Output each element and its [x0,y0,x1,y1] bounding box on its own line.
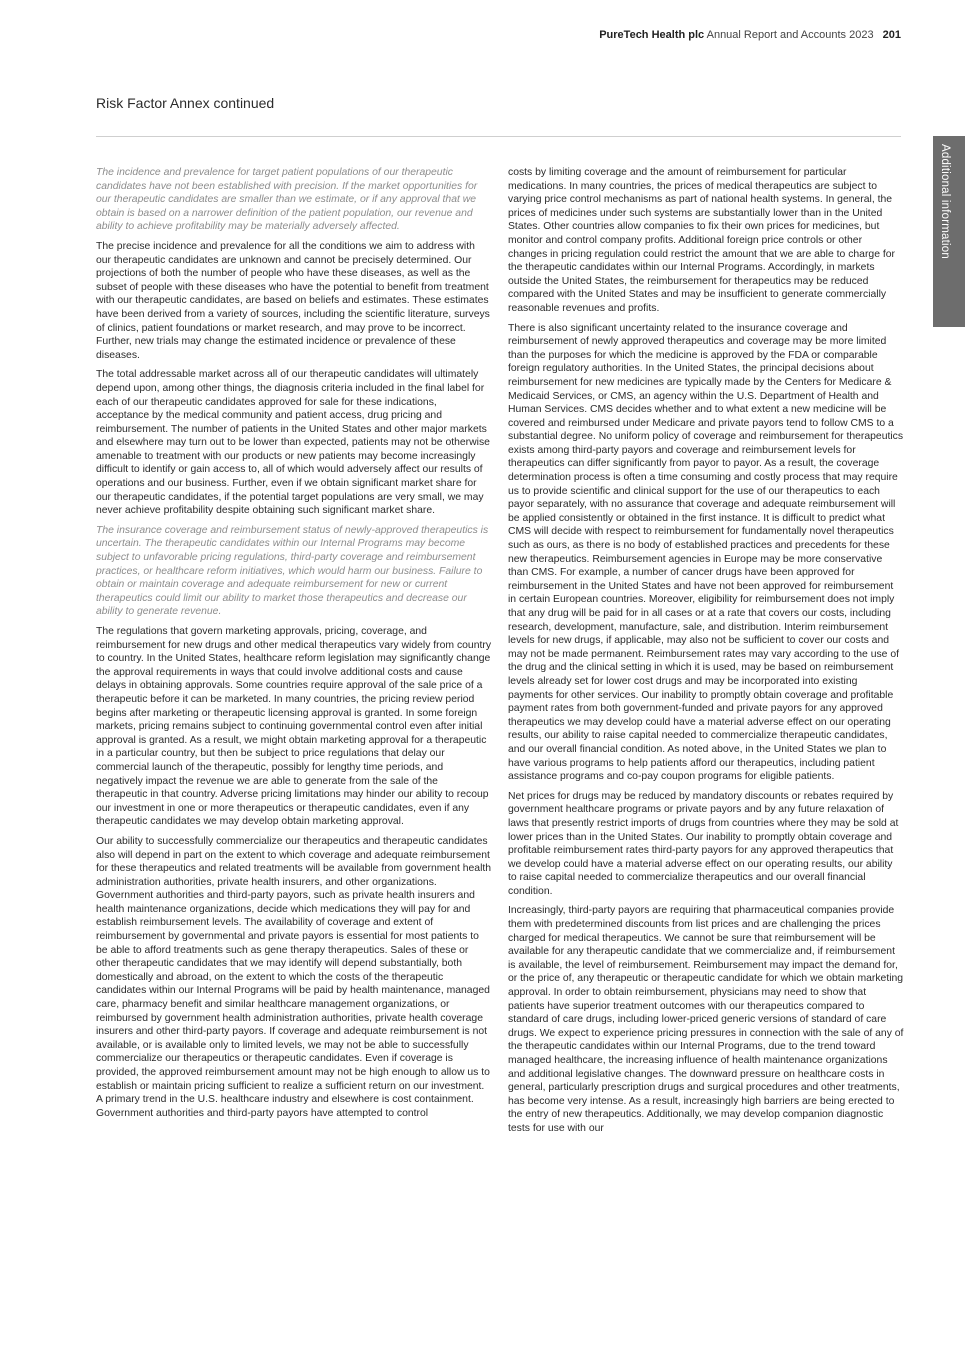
right-text-column [508,166,904,1142]
side-section-tab[interactable] [933,136,965,327]
body-paragraph: costs by limiting coverage and the amount of reimbursement for particular medications. In many countries, the prices of medical therapeutics are subject to varying price control mechanisms as part of national health systems. In general, the prices of medicines under such systems are substantially lower than in the United States. Other countries allow companies to fix their own prices for medicines, but monitor and control company profits. Additional foreign price controls or other changes in pricing regulation could restrict the amount that we are able to charge for the therapeutic candidates within our Internal Programs. Accordingly, in markets outside the United States, the reimbursement for therapeutics may be reduced compared with the United States and may be insufficient to generate commercially reasonable revenues and profits. [508,167,895,314]
side-tab-label: Additional information [939,144,951,259]
body-paragraph: Net prices for drugs may be reduced by mandatory discounts or rebates required by government healthcare programs or private payors and by any future relaxation of laws that presently restrict imports of drugs from countries where they may be sold at lower prices than in the United States. Our inability to promptly obtain coverage and profitable reimbursement rates third-party payors for any approved therapeutics that we develop could have a material adverse effect on our operating results, our ability to raise capital needed to commercialize therapeutics and our overall financial condition. [508,790,899,897]
report-title: Annual Report and Accounts 2023 [706,29,874,41]
body-paragraph: Increasingly, third-party payors are requiring that pharmaceutical companies provide them with predetermined discounts from list prices and are challenging the prices charged for medical therapeutics. We cannot be sure that reimbursement will be available for any therapeutic candidate that we commercialize and, if reimbursement is available, the level of reimbursement. Reimbursement may impact the demand for, or the price of, any therapeutic or therapeutic candidate for which we obtain marketing approval. In order to obtain reimbursement, physicians may need to show that patients have superior treatment outcomes with our therapeutics compared to standard of care drugs, including lower-priced generic versions of standard of care drugs. We expect to experience pricing pressures in connection with the sale of any of the therapeutic candidates within our Internal Programs, due to the trend toward managed healthcare, the increasing influence of health maintenance organizations and additional legislative changes. The downward pressure on healthcare costs in general, particularly prescription drugs and surgical procedures and other treatments, has become very intense. As a result, increasingly high barriers are being erected to the entry of new therapeutics. Additionally, we may develop companion diagnostic tests for use with our [508,905,904,1134]
running-header [599,29,901,41]
company-name: PureTech Health plc [599,29,705,41]
risk-heading-paragraph: The insurance coverage and reimbursement status of newly-approved therapeutics is uncertain. The therapeutic candidates within our Internal Programs may become subject to unfavorable pricing regulations, third-party coverage and reimbursement practices, or healthcare reform initiatives, which would harm our business. Failure to obtain or maintain coverage and adequate reimbursement for new or current therapeutics could limit our ability to market those therapeutics and decrease our ability to generate revenue. [96,524,489,618]
body-paragraph: The precise incidence and prevalence for all the conditions we aim to address with our therapeutic candidates are unknown and cannot be precisely determined. Our projections of both the number of people who have these diseases, as well as the subset of people with these diseases who have the potential to benefit from treatment with our therapeutic candidates, are based on beliefs and estimates. These estimates have been derived from a variety of sources, including the scientific literature, surveys of clinics, patient foundations or market research, and may prove to be incorrect. Further, new trials may change the estimated incidence or prevalence of these diseases. [96,240,490,361]
page-number: 201 [882,29,901,41]
left-text-column [96,166,492,1126]
section-title: Risk Factor Annex continued [96,95,275,111]
body-paragraph: The regulations that govern marketing approvals, pricing, coverage, and reimbursement for new drugs and other medical therapeutics vary widely from country to country. In the United States, healthcare reform legislation may significantly change the approval requirements in ways that could involve additional costs and cause delays in obtaining approvals. Some countries require approval of the sale price of a therapeutic before it can be marketed. In many countries, the pricing review period begins after marketing or therapeutic licensing approval is granted. In some foreign markets, pricing remains subject to continuing governmental control even after initial approval is granted. As a result, we might obtain marketing approval for a therapeutic in a particular country, but then be subject to price regulations that delay our commercial launch of the therapeutic, possibly for lengthy time periods, and negatively impact the revenue we are able to generate from the sale of the therapeutic in that country. Adverse pricing limitations may hinder our ability to recoup our investment in one or more therapeutics or therapeutic candidates, even if any therapeutic candidates we may develop obtain marketing approval. [96,626,492,828]
body-paragraph: Our ability to successfully commercialize our therapeutics and therapeutic candidates also will depend in part on the extent to which coverage and adequate reimbursement for these therapeutics and related treatments will be available from government health administration authorities, private health insurers, and other organizations. Government authorities and third-party payors, such as private health insurers and health maintenance organizations, decide which medications they will pay for and establish reimbursement levels. The availability of coverage and extent of reimbursement by governmental and private payors is essential for most patients to be able to afford treatments such as gene therapy therapeutics. Sales of these or other therapeutic candidates that we may identify will depend substantially, both domestically and abroad, on the extent to which the costs of the therapeutic candidates within our Internal Programs will be paid by health maintenance, managed care, pharmacy benefit and similar healthcare management organizations, or reimbursed by government health administration authorities, private health coverage insurers and other third-party payors. If coverage and adequate reimbursement is not available, or is available only to limited levels, we may not be able to successfully commercialize our therapeutics or therapeutic candidates. Even if coverage is provided, the approved reimbursement amount may not be high enough to allow us to establish or maintain pricing sufficient to realize a sufficient return on our investment. A primary trend in the U.S. healthcare industry and elsewhere is cost containment. Government authorities and third-party payors have attempted to control [96,835,492,1119]
header-divider [96,136,901,137]
body-paragraph: There is also significant uncertainty related to the insurance coverage and reimbursement of newly approved therapeutics and coverage may be more limited than the purposes for which the medicine is approved by the FDA or comparable foreign regulatory authorities. In the United States, the principal decisions about reimbursement for new medicines are typically made by the Centers for Medicare & Medicaid Services, or CMS, an agency within the U.S. Department of Health and Human Services. CMS decides whether and to what extent a new medicine will be covered and reimbursed under Medicare and private payors tend to follow CMS to a substantial degree. No uniform policy of coverage and reimbursement for therapeutics exists among third-party payors and coverage and reimbursement levels for therapeutics can differ significantly from payor to payor. As a result, the coverage determination process is often a time consuming and costly process that may require us to provide scientific and clinical support for the use of our therapeutics to each payor separately, with no assurance that coverage and adequate reimbursement will be applied consistently or obtained in the first instance. It is difficult to predict what CMS will decide with respect to reimbursement for fundamentally novel therapeutics such as ours, as there is no body of established practices and precedents for these new therapeutics. Reimbursement agencies in Europe may be more conservative than CMS. For example, a number of cancer drugs have been approved for reimbursement in the United States and have not been approved for reimbursement in certain European countries. Moreover, eligibility for reimbursement does not imply that any drug will be paid for in all cases or at a rate that covers our costs, including research, development, manufacture, sale, and distribution. Interim reimbursement levels for new drugs, if applicable, may also not be sufficient to cover our costs and may not be made permanent. Reimbursement rates may vary according to the use of the drug and the clinical setting in which it is used, may be based on reimbursement levels already set for lower cost drugs and may be incorporated into existing payments for other services. Our inability to promptly obtain coverage and profitable payment rates from both government-funded and private payors for any approved therapeutics we may develop could have a material adverse effect on our operating results, our ability to raise capital needed to commercialize therapeutic candidates, and our overall financial condition. As noted above, in the United States we plan to have various programs to help patients afford our therapeutics, including patient assistance programs and co-pay coupon programs for eligible patients. [508,322,904,783]
risk-heading-paragraph: The incidence and prevalence for target patient populations of our therapeutic candidates have not been established with precision. If the market opportunities for our therapeutic candidates are smaller than we estimate, or if any approval that we obtain is based on a narrower definition of the patient population, our revenue and ability to achieve profitability may be materially adversely affected. [96,167,478,233]
body-paragraph: The total addressable market across all of our therapeutic candidates will ultimately depend upon, among other things, the diagnosis criteria included in the final label for each of our therapeutic candidates approved for sale for these indications, acceptance by the medical community and patient access, drug pricing and reimbursement. The number of patients in the United States and other major markets and elsewhere may turn out to be lower than expected, patients may not be otherwise amenable to treatment with our products or new patients may become increasingly difficult to identify or gain access to, all of which would adversely affect our results of operations and our business. Further, even if we obtain significant market share for our therapeutic candidates, if the potential target populations are very small, we may never achieve profitability despite obtaining such significant market share. [96,369,490,517]
